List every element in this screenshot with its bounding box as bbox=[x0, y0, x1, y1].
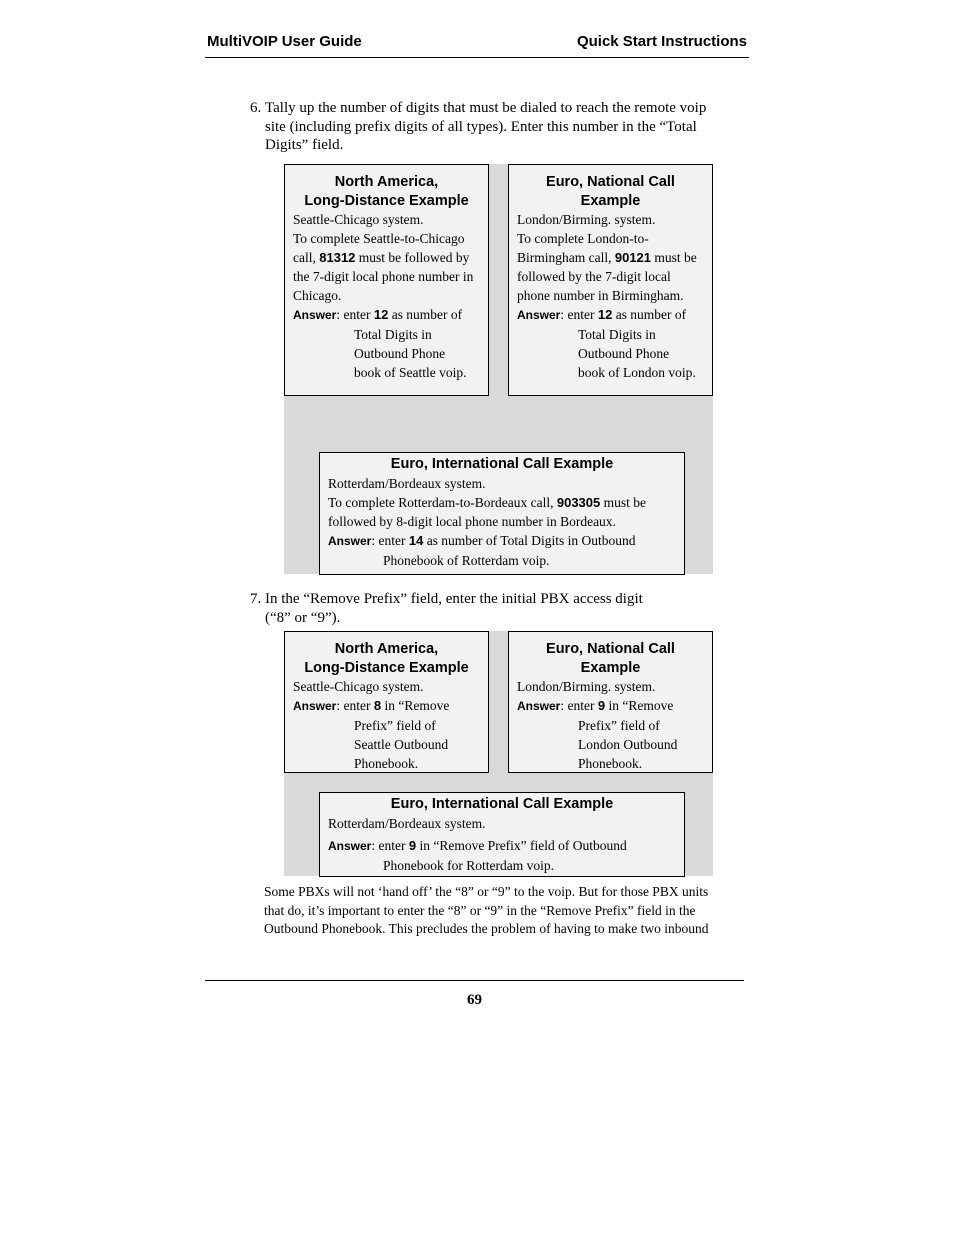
answer-label: Answer bbox=[517, 699, 561, 713]
answer-text: : enter bbox=[371, 532, 409, 548]
answer-label: Answer bbox=[328, 533, 372, 548]
box-title-line: Long-Distance Example bbox=[304, 192, 469, 209]
note-line: that do, it’s important to enter the “8” or “9” in the “Remove Prefix” field in the bbox=[264, 902, 696, 918]
step-6-euro-national-box bbox=[508, 164, 713, 396]
answer bbox=[517, 696, 704, 716]
answer-text: in “Remove bbox=[605, 698, 674, 713]
step-7-line: (“8” or “9”). bbox=[265, 609, 341, 626]
answer-continued: Seattle Outbound bbox=[354, 737, 449, 752]
dial-code: 90121 bbox=[614, 250, 652, 265]
answer-text: : enter bbox=[336, 698, 374, 713]
box-title-line: North America, bbox=[334, 641, 439, 657]
note-line: Outbound Phonebook. This precludes the problem of having to make two inbound bbox=[264, 921, 709, 936]
answer-text: in “Remove bbox=[381, 698, 450, 713]
answer-number: 12 bbox=[597, 307, 613, 322]
answer-continued: book of Seattle voip. bbox=[354, 365, 467, 380]
box-title bbox=[293, 640, 480, 677]
step-7-number: 7. bbox=[250, 591, 262, 607]
note-line: Some PBXs will not ‘hand off’ the “8” or “9” to the voip. But for those PBX units bbox=[264, 884, 709, 899]
answer-number: 12 bbox=[373, 307, 389, 322]
desc-text: must be followed by the 7-digit local phone number in Chicago. bbox=[293, 250, 474, 303]
note-paragraph bbox=[264, 883, 754, 939]
step-7-euro-international-box bbox=[319, 792, 685, 877]
box-title bbox=[517, 640, 704, 677]
answer-number: 9 bbox=[597, 698, 606, 713]
step-6-euro-international-box bbox=[319, 452, 685, 575]
footer-rule bbox=[205, 980, 744, 981]
answer-continued: book of London voip. bbox=[578, 365, 696, 380]
answer-continued: Outbound Phone bbox=[578, 346, 670, 361]
header-right-title: Quick Start Instructions bbox=[576, 33, 747, 50]
box-title-line: North America, bbox=[334, 174, 439, 190]
answer-continued: Phonebook. bbox=[354, 756, 419, 771]
call-description bbox=[328, 493, 676, 512]
answer-continued: Phonebook. bbox=[578, 756, 643, 771]
step-6-north-america-box bbox=[284, 164, 489, 396]
desc-text: must be bbox=[600, 494, 646, 510]
answer bbox=[293, 696, 480, 716]
system-name: Rotterdam/Bordeaux system. bbox=[328, 815, 486, 831]
step-7-euro-national-box bbox=[508, 631, 713, 773]
box-title-line: Euro, National Call bbox=[546, 174, 675, 190]
answer-text: as number of bbox=[612, 307, 687, 322]
step-6-line: Digits” field. bbox=[265, 137, 344, 153]
step-7-text bbox=[265, 590, 643, 627]
answer-number: 8 bbox=[373, 698, 382, 713]
answer-text: in “Remove Prefix” field of Outbound bbox=[416, 837, 627, 853]
desc-text: must be followed by the 7-digit local phone number in Birmingham. bbox=[517, 250, 697, 303]
answer-text: : enter bbox=[560, 307, 598, 322]
system-name: Seattle-Chicago system. bbox=[293, 212, 424, 227]
answer-label: Answer bbox=[328, 838, 372, 853]
box-title-line: Example bbox=[580, 659, 641, 676]
answer-number: 9 bbox=[408, 837, 417, 853]
answer-text: as number of bbox=[388, 307, 463, 322]
answer bbox=[293, 305, 480, 325]
answer-text: : enter bbox=[336, 307, 374, 322]
step-7-north-america-box bbox=[284, 631, 489, 773]
answer-continued: Prefix” field of bbox=[354, 718, 436, 733]
step-7-line: In the “Remove Prefix” field, enter the initial PBX access digit bbox=[265, 591, 643, 607]
answer-continued: Total Digits in bbox=[354, 327, 432, 342]
answer-continued: Prefix” field of bbox=[578, 718, 660, 733]
answer bbox=[328, 531, 676, 551]
call-description-continued: followed by 8-digit local phone number in Bordeaux. bbox=[328, 513, 616, 529]
box-title-line: Example bbox=[580, 192, 641, 209]
box-title bbox=[293, 173, 480, 210]
system-name: London/Birming. system. bbox=[517, 679, 656, 694]
box-title: Euro, International Call Example bbox=[390, 796, 614, 812]
desc-text: To complete London-to-Birmingham call, bbox=[517, 231, 649, 265]
box-title bbox=[517, 173, 704, 210]
desc-text: To complete Rotterdam-to-Bordeaux call, bbox=[328, 494, 557, 510]
answer-continued: Phonebook of Rotterdam voip. bbox=[383, 552, 550, 568]
answer-label: Answer bbox=[293, 699, 337, 713]
answer-continued: Phonebook for Rotterdam voip. bbox=[383, 857, 554, 873]
answer-text: as number of Total Digits in Outbound bbox=[423, 532, 636, 548]
box-title-line: Euro, National Call bbox=[546, 641, 675, 657]
answer-label: Answer bbox=[293, 308, 337, 322]
answer-continued: Total Digits in bbox=[578, 327, 656, 342]
step-6-number: 6. bbox=[250, 100, 262, 116]
system-name: London/Birming. system. bbox=[517, 212, 656, 227]
dial-code: 81312 bbox=[319, 250, 356, 265]
box-title-line: Long-Distance Example bbox=[304, 659, 469, 676]
system-name: Rotterdam/Bordeaux system. bbox=[328, 475, 486, 491]
answer-continued: London Outbound bbox=[578, 737, 678, 752]
page-number: 69 bbox=[467, 992, 482, 1008]
answer bbox=[517, 305, 704, 325]
answer-text: : enter bbox=[560, 698, 598, 713]
box-title: Euro, International Call Example bbox=[390, 456, 614, 472]
call-description bbox=[517, 229, 704, 305]
step-7 bbox=[250, 590, 750, 630]
answer-continued: Outbound Phone bbox=[354, 346, 446, 361]
step-6-line: Tally up the number of digits that must be dialed to reach the remote voip bbox=[265, 100, 707, 116]
header-left-title: MultiVOIP User Guide bbox=[207, 33, 362, 50]
step-6 bbox=[250, 99, 750, 159]
step-6-text bbox=[265, 99, 706, 155]
answer-number: 14 bbox=[408, 532, 424, 548]
answer-text: : enter bbox=[371, 837, 409, 853]
step-6-line: site (including prefix digits of all types). Enter this number in the “Total bbox=[265, 118, 697, 135]
header-rule bbox=[205, 57, 749, 58]
dial-code: 903305 bbox=[556, 494, 601, 510]
system-name: Seattle-Chicago system. bbox=[293, 679, 424, 694]
call-description bbox=[293, 229, 480, 305]
desc-text: To complete Seattle-to-Chicago call, bbox=[293, 231, 465, 265]
answer bbox=[328, 836, 676, 856]
answer-label: Answer bbox=[517, 308, 561, 322]
